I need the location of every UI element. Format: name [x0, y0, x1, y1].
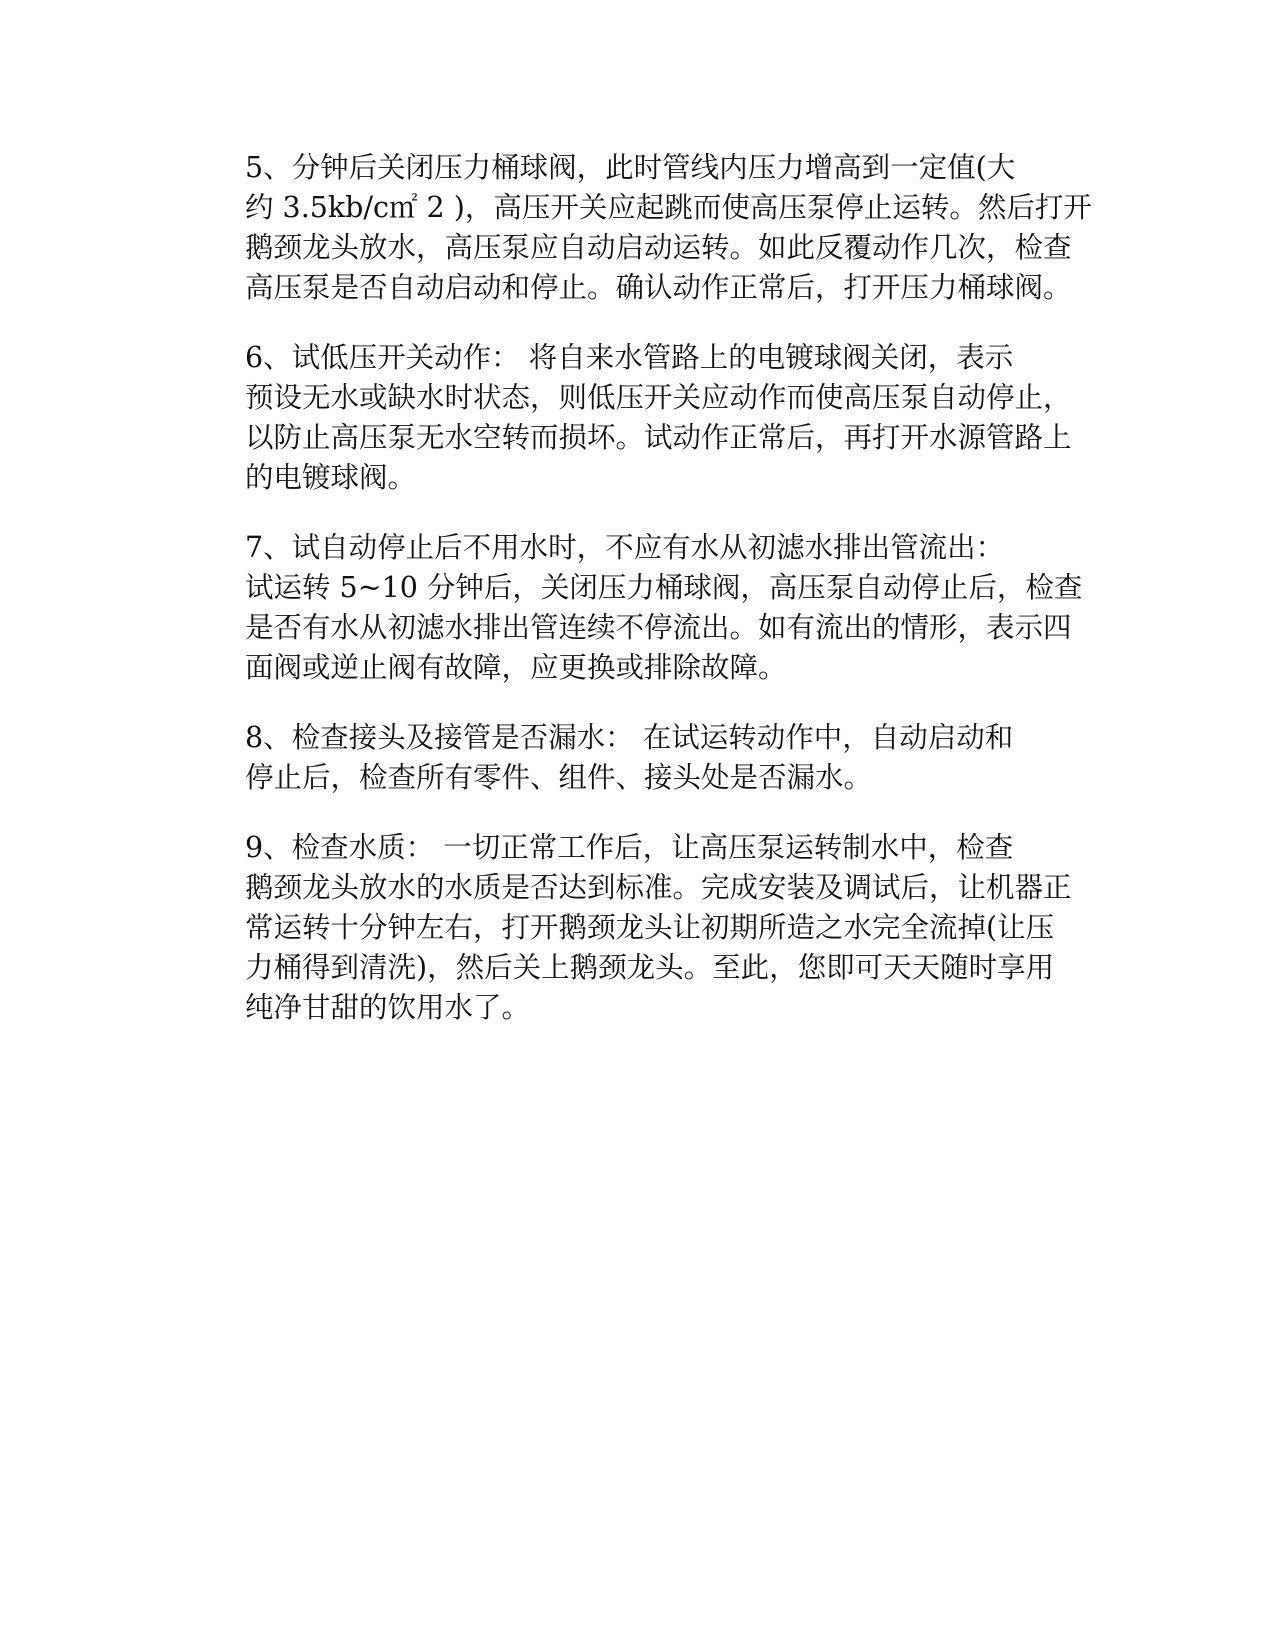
paragraph-step-5 [188, 148, 1098, 308]
paragraph-line: 以防止高压泵无水空转而损坏。试动作正常后，再打开水源管路上 [245, 421, 1072, 454]
paragraph-line: 9、检查水质： 一切正常工作后，让高压泵运转制水中，检查 [245, 831, 1014, 864]
paragraph-line: 的电镀球阀。 [245, 461, 417, 494]
paragraph-line: 常运转十分钟左右，打开鹅颈龙头让初期所造之水完全流掉(让压 [245, 911, 1055, 944]
paragraph-line: 6、试低压开关动作： 将自来水管路上的电镀球阀关闭，表示 [245, 341, 1014, 374]
paragraph-line: 是否有水从初滤水排出管连续不停流出。如有流出的情形，表示四 [245, 611, 1072, 644]
paragraph-step-6 [188, 338, 1098, 498]
paragraph-step-9 [188, 828, 1098, 1028]
paragraph-step-8 [188, 718, 1098, 798]
paragraph-line: 高压泵是否自动启动和停止。确认动作正常后，打开压力桶球阀。 [245, 271, 1072, 304]
paragraph-line: 7、试自动停止后不用水时，不应有水从初滤水排出管流出： [245, 531, 1005, 564]
paragraph-line: 约 3.5kb/c㎡ 2 )，高压开关应起跳而使高压泵停止运转。然后打开 [245, 191, 1092, 224]
paragraph-line: 8、检查接头及接管是否漏水： 在试运转动作中，自动启动和 [245, 721, 1014, 754]
paragraph-step-7 [188, 528, 1098, 688]
paragraph-line: 停止后，检查所有零件、组件、接头处是否漏水。 [245, 761, 873, 794]
document-body [188, 148, 1098, 1058]
paragraph-line: 5、分钟后关闭压力桶球阀，此时管线内压力增高到一定值(大 [245, 151, 1016, 184]
paragraph-line: 面阀或逆止阀有故障，应更换或排除故障。 [245, 651, 787, 684]
paragraph-line: 纯净甘甜的饮用水了。 [245, 991, 531, 1024]
paragraph-line: 力桶得到清洗)，然后关上鹅颈龙头。至此，您即可天天随时享用 [245, 951, 1055, 984]
paragraph-line: 鹅颈龙头放水，高压泵应自动启动运转。如此反覆动作几次，检查 [245, 231, 1072, 264]
paragraph-line: 试运转 5~10 分钟后，关闭压力桶球阀，高压泵自动停止后，检查 [245, 571, 1083, 604]
paragraph-line: 鹅颈龙头放水的水质是否达到标准。完成安装及调试后，让机器正 [245, 871, 1072, 904]
paragraph-line: 预设无水或缺水时状态，则低压开关应动作而使高压泵自动停止， [245, 381, 1072, 414]
